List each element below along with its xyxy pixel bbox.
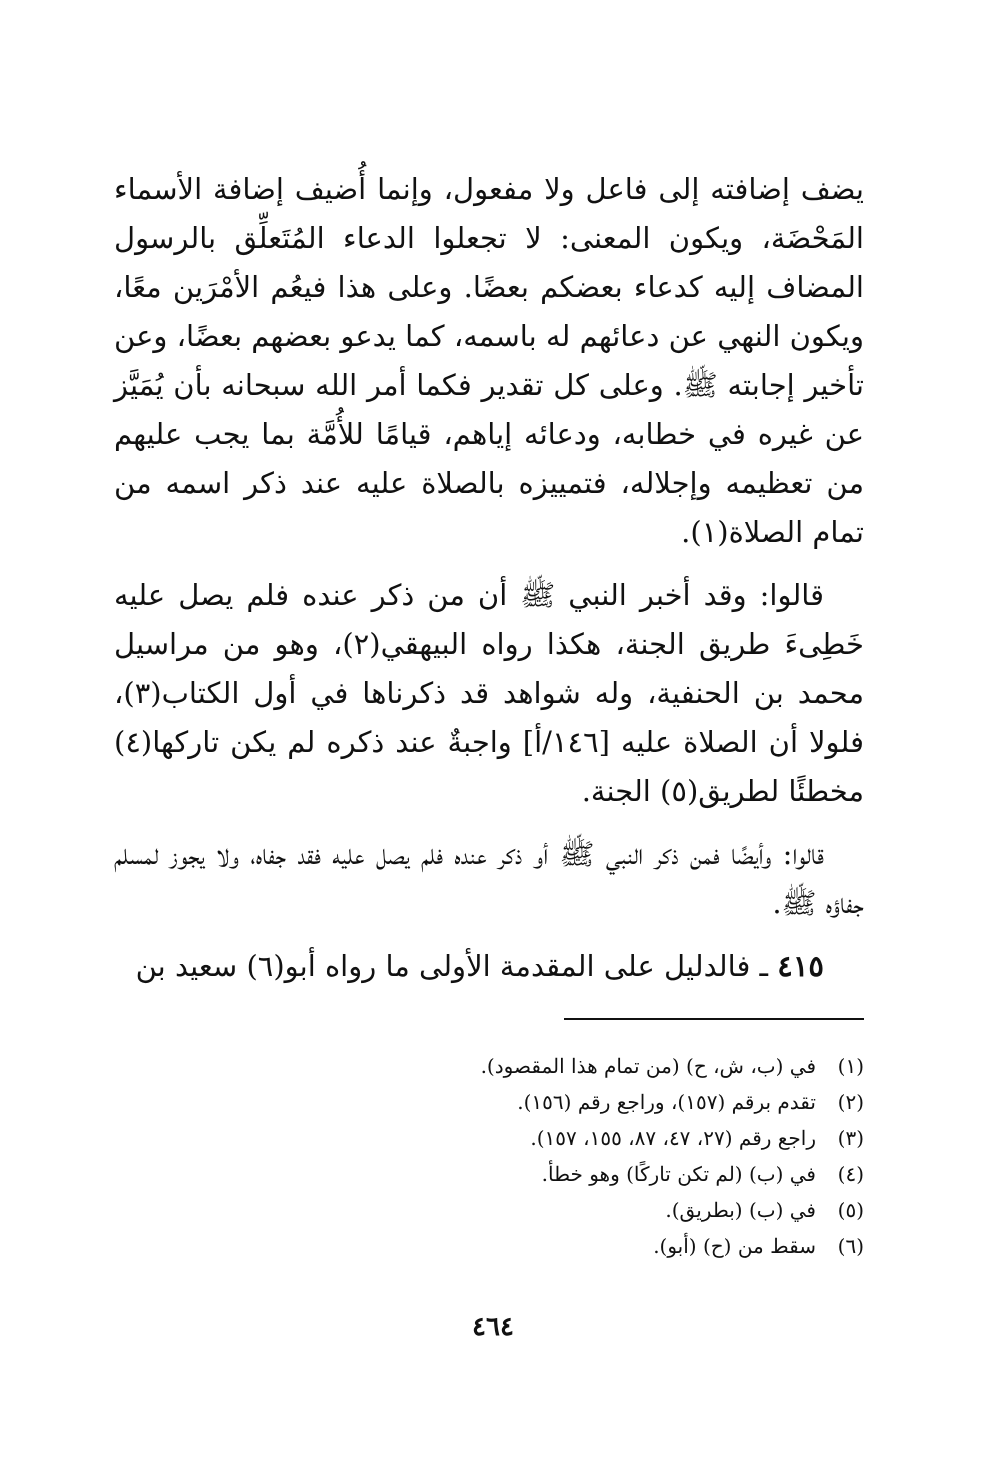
paragraph-2: قالوا: وقد أخبر النبي ﷺ أن من ذكر عنده فلم يصل عليه خَطِىءَ طريق الجنة، هكذا رواه البيهقي(٢)، وهو من مراسيل محمد بن الحنفية، وله شواهد قد ذكرناها في أول الكتاب(٣)، فلولا أن الصلاة عليه [١٤٦/أ] واجبةٌ عند ذكره لم يكن تاركها(٤) مخطئًا لطريق(٥) الجنة.	[114, 578, 864, 808]
paragraph-number: ٤١٥	[777, 949, 824, 983]
footnote-number: (٣)	[837, 1126, 864, 1150]
footnote-text: سقط من (ح) (أبو).	[653, 1234, 816, 1258]
footnote-text: في (ب) (لم تكن تاركًا) وهو خطأ.	[541, 1162, 816, 1186]
paragraph-4-text: ـ فالدليل على المقدمة الأولى ما رواه أبو(٦) سعيد بن	[135, 949, 769, 983]
paragraph-3: قالوا: وأيضًا فمن ذكر النبي ﷺ أو ذكر عنده فلم يصل عليه فقد جفاه، ولا يجوز لمسلم جفاؤه ﷺ.	[114, 837, 864, 920]
footnotes	[114, 1048, 864, 1264]
footnote-number: (٥)	[837, 1198, 864, 1222]
footnote-text: تقدم برقم (١٥٧)، وراجع رقم (١٥٦).	[517, 1090, 816, 1114]
paragraph-4	[114, 942, 864, 991]
footnote-number: (٤)	[837, 1162, 864, 1186]
page-number: ٤٦٤	[472, 1312, 514, 1342]
main-text-body	[114, 165, 864, 1005]
footnote-3	[114, 1120, 864, 1156]
footnote-number: (٦)	[837, 1234, 864, 1258]
footnote-text: في (ب) (بطريق).	[665, 1198, 816, 1222]
footnote-1	[114, 1048, 864, 1084]
footnote-2	[114, 1084, 864, 1120]
footnote-text: في (ب، ش، ح) (من تمام هذا المقصود).	[480, 1054, 816, 1078]
footnote-4	[114, 1156, 864, 1192]
footnote-separator	[564, 1018, 864, 1020]
footnote-6	[114, 1228, 864, 1264]
paragraph-1: يضف إضافته إلى فاعل ولا مفعول، وإنما أُضيف إضافة الأسماء المَحْضَة، ويكون المعنى: لا تجعلوا الدعاء المُتَعلِّق بالرسول المضاف إليه كدعاء بعضكم بعضًا. وعلى هذا فيعُم الأمْرَين معًا، ويكون النهي عن دعائهم له باسمه، كما يدعو بعضهم بعضًا، وعن تأخير إجابته ﷺ. وعلى كل تقدير فكما أمر الله سبحانه بأن يُمَيَّز عن غيره في خطابه، ودعائه إياهم، قيامًا للأُمَّة بما يجب عليهم من تعظيمه وإجلاله، فتمييزه بالصلاة عليه عند ذكر اسمه من تمام الصلاة(١).	[114, 172, 864, 549]
footnote-text: راجع رقم (٢٧، ٤٧، ٨٧، ١٥٥، ١٥٧).	[530, 1126, 816, 1150]
footnote-number: (١)	[837, 1054, 864, 1078]
footnote-5	[114, 1192, 864, 1228]
footnote-number: (٢)	[837, 1090, 864, 1114]
